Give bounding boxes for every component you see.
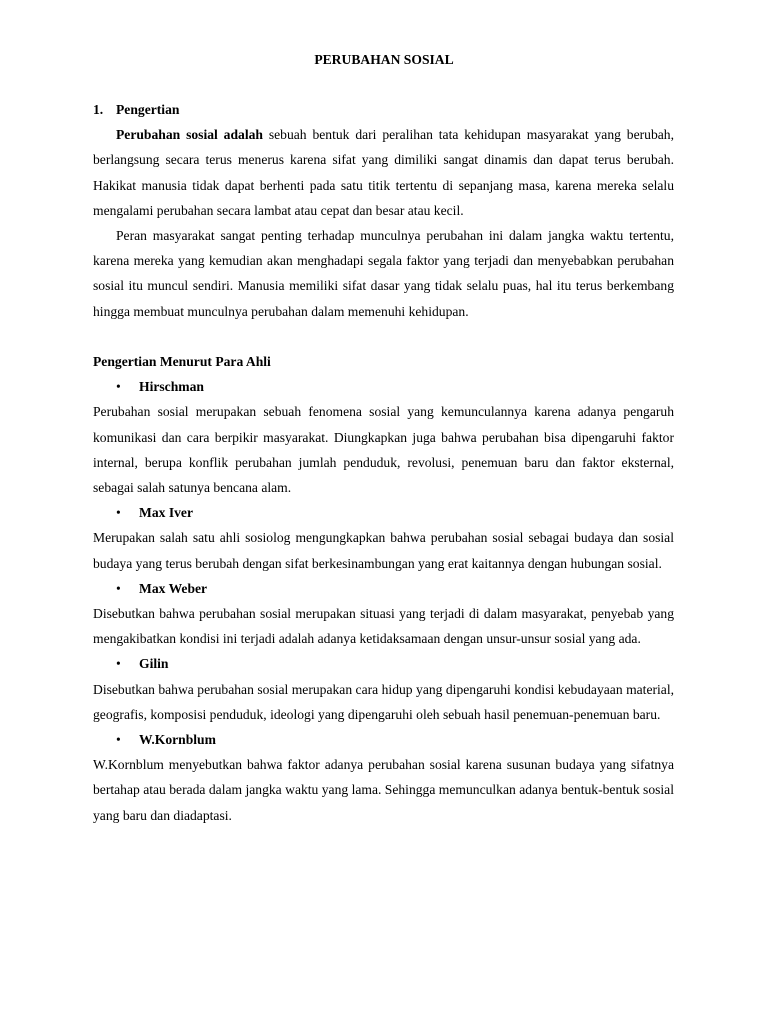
bullet-icon: • [116,732,121,748]
document-body [93,97,674,828]
bullet-icon: • [116,379,121,395]
expert-text-max-iver: Merupakan salah satu ahli sosiolog mengungkapkan bahwa perubahan sosial sebagai budaya dan sosial budaya yang terus berubah dengan sifat berkesinambungan yang erat kaitannya dengan hubungan sosial. [93,530,674,571]
expert-name-kornblum [93,727,674,752]
expert-name-gilin [93,651,674,676]
expert-name-max-iver [93,500,674,525]
expert-name-hirschman [93,374,674,399]
document-title: PERUBAHAN SOSIAL [314,52,454,67]
blank-line [93,324,674,349]
section-number: 1. [93,102,104,117]
definition-term: Perubahan sosial adalah [116,127,263,143]
experts-heading: Pengertian Menurut Para Ahli [93,354,271,370]
expert-name: W.Kornblum [139,732,216,748]
expert-text-kornblum: W.Kornblum menyebutkan bahwa faktor adanya perubahan sosial karena susunan budaya yang sifatnya bertahap atau berada dalam jangka waktu yang lama. Sehingga memunculkan adanya bentuk-bentuk sosial yang baru dan diadaptasi. [93,757,674,823]
section-heading-pengertian [93,97,674,122]
expert-text-gilin: Disebutkan bahwa perubahan sosial merupakan cara hidup yang dipengaruhi kondisi kebudayaan material, geografis, komposisi penduduk, ideologi yang dipengaruhi oleh sebuah hasil penemuan-penemuan baru. [93,681,674,722]
definition-text: sebuah bentuk dari peralihan tata kehidupan masyarakat yang berubah, berlangsung secara terus menerus karena sifat yang dimiliki sangat dinamis dan dapat terus berubah. Hakikat manusia tidak dapat berhenti pada satu titik tertentu di sepanjang masa, karena mereka selalu mengalami perubahan secara lambat atau cepat dan besar atau kecil. [93,127,674,218]
bullet-icon: • [116,505,121,521]
expert-text-hirschman: Perubahan sosial merupakan sebuah fenomena sosial yang kemunculannya karena adanya pengaruh komunikasi dan cara berpikir masyarakat. Diungkapkan juga bahwa perubahan bisa dipengaruhi faktor internal, berupa konflik perubahan jumlah penduduk, revolusi, penemuan baru dan faktor eksternal, sebagai salah satunya bencana alam. [93,404,674,496]
section-heading-text: Pengertian [116,102,180,117]
expert-name: Gilin [139,656,169,672]
expert-name: Hirschman [139,379,204,395]
expert-name: Max Iver [139,505,193,521]
bullet-icon: • [116,580,121,596]
paragraph-definition [93,122,674,223]
expert-name-max-weber [93,576,674,601]
paragraph-role: Peran masyarakat sangat penting terhadap munculnya perubahan ini dalam jangka waktu tertentu, karena mereka yang kemudian akan menghadapi segala faktor yang terjadi dan menyebabkan perubahan sosial itu muncul sendiri. Manusia memiliki sifat dasar yang tidak selalu puas, hal itu terus berkembang hingga membuat munculnya perubahan dalam memenuhi kehidupan. [93,228,674,319]
bullet-icon: • [116,656,121,672]
expert-name: Max Weber [139,580,208,596]
expert-text-max-weber: Disebutkan bahwa perubahan sosial merupakan situasi yang terjadi di dalam masyarakat, penyebab yang mengakibatkan kondisi ini terjadi adalah adanya ketidaksamaan dengan unsur-unsur sosial yang ada. [93,606,674,647]
